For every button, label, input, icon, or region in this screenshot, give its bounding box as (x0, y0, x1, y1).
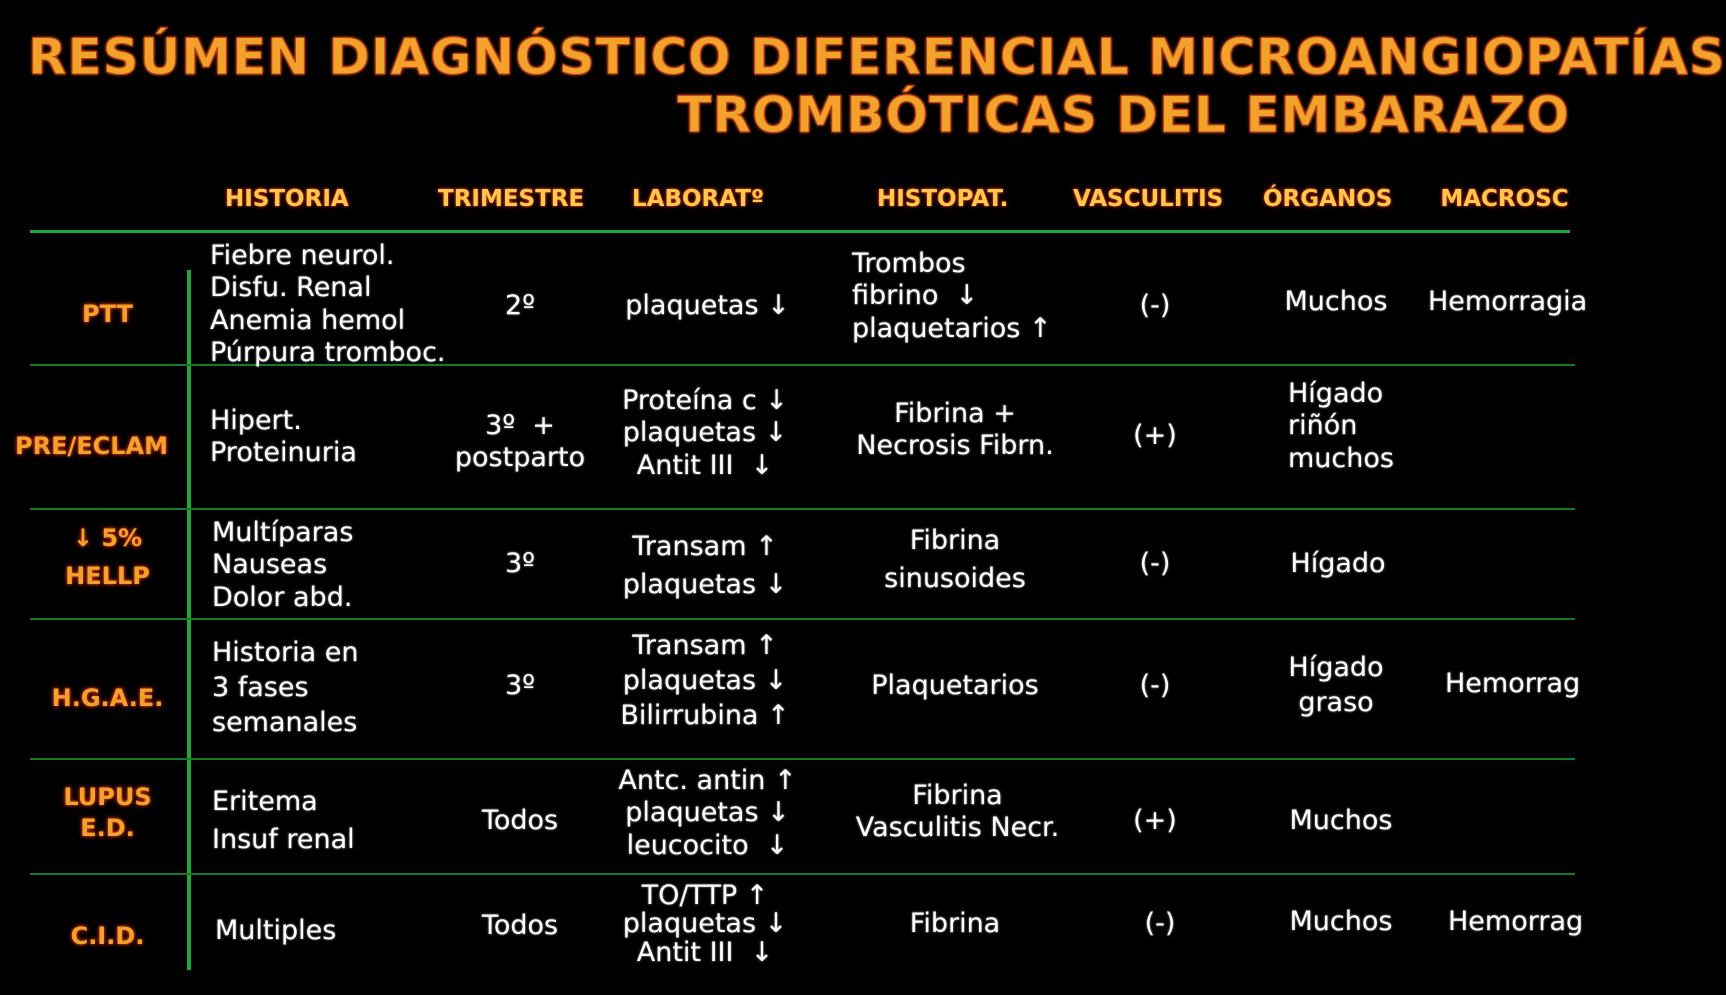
cell-macrosc: Hemorrag (1445, 668, 1581, 699)
header-organos: ÓRGANOS (1263, 186, 1393, 212)
row-divider (30, 873, 1575, 875)
cell-vasculitis: (-) (1144, 908, 1176, 939)
cell-laborat: Antc. antin ↑ plaquetas ↓ leucocito ↓ (618, 765, 797, 861)
title-line-1: RESÚMEN DIAGNÓSTICO DIFERENCIAL MICROANGIOPATÍAS (28, 28, 1726, 86)
cell-macrosc: Hemorragia (1428, 286, 1588, 317)
row-divider (30, 618, 1575, 620)
cell-vasculitis: (-) (1139, 290, 1171, 321)
row-divider (30, 508, 1575, 510)
header-vasculitis: VASCULITIS (1073, 186, 1224, 212)
cell-historia: Historia en 3 fases semanales (212, 637, 359, 739)
cell-historia: Multiples (215, 915, 337, 946)
cell-organos: Hígado (1290, 548, 1386, 579)
cell-historia: Fiebre neurol. Disfu. Renal Anemia hemol Púrpura tromboc. (210, 240, 446, 369)
cell-trimestre: 3º (505, 548, 535, 579)
cell-laborat: Transam ↑ plaquetas ↓ Bilirrubina ↑ (620, 630, 790, 732)
header-trimestre: TRIMESTRE (438, 186, 585, 212)
row-divider (30, 758, 1575, 760)
header-macrosc: MACROSC (1440, 186, 1569, 212)
cell-macrosc: Hemorrag (1448, 906, 1584, 937)
cell-laborat: plaquetas ↓ (625, 290, 790, 321)
header-divider (30, 230, 1570, 233)
cell-histopat: Fibrina (909, 908, 1001, 939)
cell-organos: Muchos (1289, 805, 1393, 836)
title-line-2: TROMBÓTICAS DEL EMBARAZO (677, 86, 1570, 144)
cell-organos: Hígado graso (1288, 652, 1384, 719)
cell-historia: Multíparas Nauseas Dolor abd. (212, 517, 354, 613)
cell-trimestre: 2º (505, 290, 535, 321)
row-label-hgae: H.G.A.E. (51, 684, 164, 712)
cell-organos: Muchos (1289, 906, 1393, 937)
row-label-ptt: PTT (82, 300, 133, 328)
cell-histopat: Plaquetarios (871, 670, 1039, 701)
cell-trimestre: Todos (481, 910, 559, 941)
cell-historia: Eritema Insuf renal (212, 786, 355, 855)
cell-trimestre: 3º (505, 670, 535, 701)
cell-vasculitis: (-) (1139, 548, 1171, 579)
cell-organos: Hígado riñón muchos (1288, 378, 1394, 474)
cell-historia: Hipert. Proteinuria (210, 405, 357, 469)
cell-histopat: Fibrina Vasculitis Necr. (855, 780, 1060, 844)
cell-histopat: Trombos fibrino ↓ plaquetarios ↑ (852, 248, 1052, 344)
cell-vasculitis: (+) (1133, 420, 1177, 451)
header-histopat: HISTOPAT. (877, 186, 1009, 212)
cell-histopat: Fibrina sinusoides (884, 525, 1026, 594)
cell-vasculitis: (-) (1139, 670, 1171, 701)
cell-laborat: TO/TTP ↑ plaquetas ↓ Antit III ↓ (622, 880, 788, 968)
label-column-divider (187, 270, 191, 970)
header-historia: HISTORIA (225, 186, 349, 212)
cell-laborat: Proteína c ↓ plaquetas ↓ Antit III ↓ (622, 385, 788, 481)
row-label-lupus: LUPUS E.D. (63, 783, 152, 843)
cell-vasculitis: (+) (1133, 805, 1177, 836)
row-label-pre-eclam: PRE/ECLAM (15, 432, 168, 460)
row-label-cid: C.I.D. (70, 922, 145, 950)
header-laborat: LABORATº (632, 186, 764, 212)
cell-trimestre: Todos (481, 805, 559, 836)
row-label-hellp-percent: ↓ 5% (72, 524, 143, 552)
cell-laborat: Transam ↑ plaquetas ↓ (622, 531, 788, 600)
row-label-hellp: HELLP (65, 562, 150, 590)
cell-organos: Muchos (1284, 286, 1388, 317)
cell-histopat: Fibrina + Necrosis Fibrn. (856, 398, 1054, 462)
cell-trimestre: 3º + postparto (454, 410, 586, 474)
